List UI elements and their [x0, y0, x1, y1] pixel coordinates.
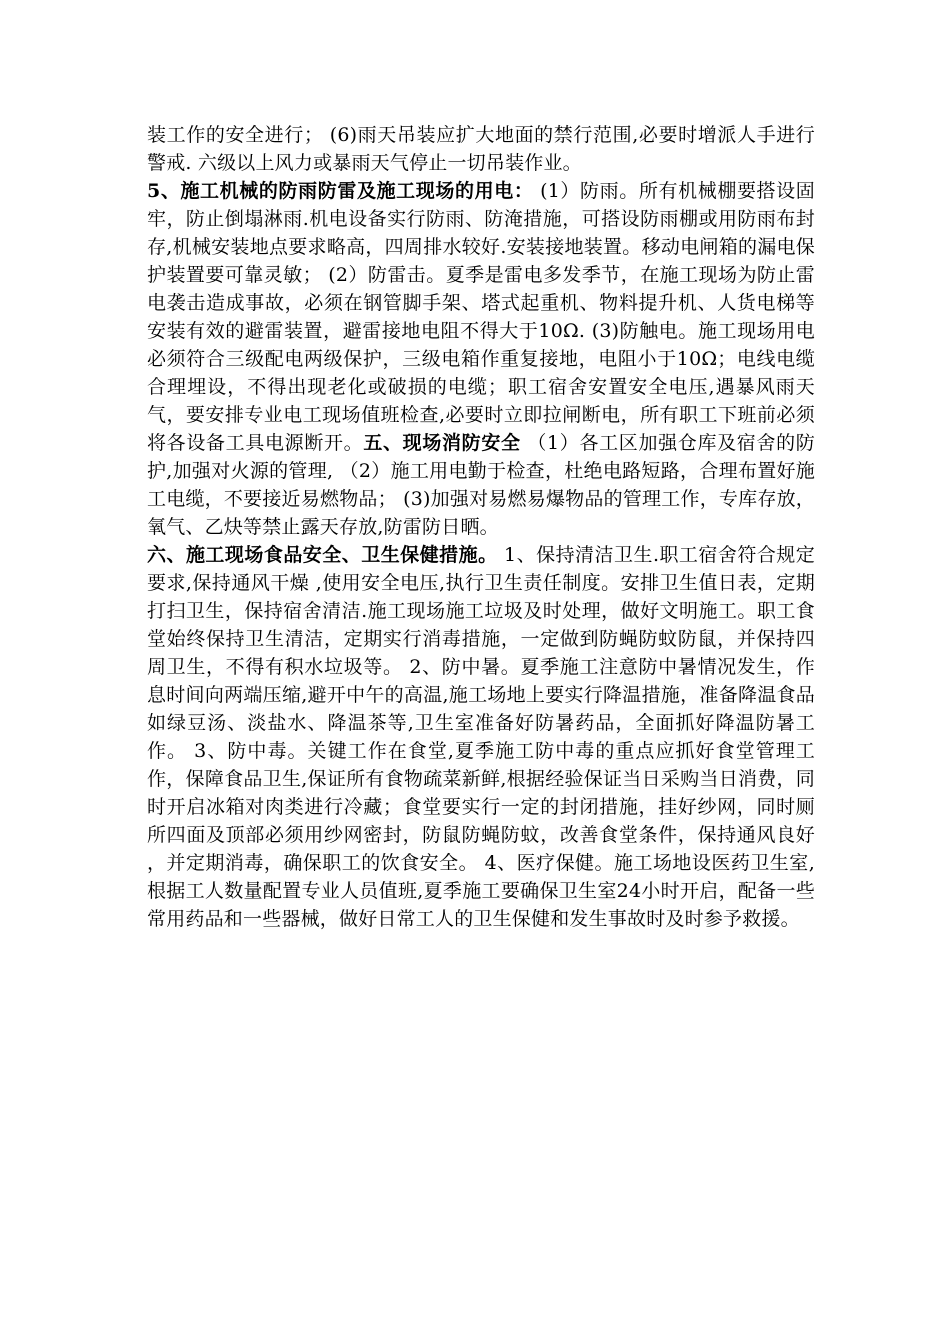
- section-body-food-health: 1、保持清洁卫生.职工宿舍符合规定要求,保持通风干燥 ,使用安全电压,执行卫生责任制度。安排卫生值日表，定期打扫卫生，保持宿舍清洁.施工现场施工垃圾及时处理，做好文明施工。职工食堂始终保持卫生清洁，定期实行消毒措施，一定做到防蝇防蚊防鼠，并保持四周卫生，不得有积水垃圾等。 2、防中暑。夏季施工注意防中暑情况发生，作息时间向两端压缩,避开中午的高温,施工场地上要实行降温措施，准备降温食品如绿豆汤、淡盐水、降温茶等,卫生室准备好防暑药品，全面抓好降温防暑工作。 3、防中毒。关键工作在食堂,夏季施工防中毒的重点应抓好食堂管理工作，保障食品卫生,保证所有食物疏菜新鲜,根据经验保证当日采购当日消费，同时开启冰箱对肉类进行冷藏；食堂要实行一定的封闭措施，挂好纱网，同时厕所四面及顶部必须用纱网密封，防鼠防蝇防蚊，改善食堂条件，保持通风良好 ，并定期消毒，确保职工的饮食安全。 4、医疗保健。施工场地设医药卫生室,根据工人数量配置专业人员值班,夏季施工要确保卫生室24小时开启，配备一些常用药品和一些器械，做好日常工人的卫生保健和发生事故时及时参予救援。: [147, 544, 815, 930]
- section-heading-food-health: 六、施工现场食品安全、卫生保健措施。: [147, 544, 498, 566]
- section-body-5: (1）防雨。所有机械棚要搭设固牢，防止倒塌淋雨.机电设备实行防雨、防淹措施，可搭设防雨棚或用防雨布封存,机械安装地点要求略高，四周排水较好.安装接地装置。移动电闸箱的漏电保护装置要可靠灵敏； (2）防雷击。夏季是雷电多发季节，在施工现场为防止雷电袭击造成事故，必须在钢管脚手架、塔式起重机、物料提升机、人货电梯等安装有效的避雷装置，避雷接地电阻不得大于10Ω. (3)防触电。施工现场用电必须符合三级配电两级保护，三级电箱作重复接地，电阻小于10Ω；电线电缆合理埋设，不得出现老化或破损的电缆；职工宿舍安置安全电压,遇暴风雨天气，要安排专业电工现场值班检查,必要时立即拉闸断电，所有职工下班前必须将各设备工具电源断开。: [147, 180, 815, 454]
- document-body: [147, 121, 815, 933]
- section-heading-5: 5、施工机械的防雨防雷及施工现场的用电：: [147, 180, 534, 202]
- paragraph-crane-safety: 装工作的安全进行； (6)雨天吊装应扩大地面的禁行范围,必要时增派人手进行警戒. 六级以上风力或暴雨天气停止一切吊装作业。: [147, 124, 815, 174]
- section-food-health: [147, 541, 815, 933]
- section-body-fire-safety: （1）各工区加强仓库及宿舍的防护,加强对火源的管理, （2）施工用电勤于检查，杜绝电路短路，合理布置好施工电缆，不要接近易燃物品； (3)加强对易燃易爆物品的管理工作，专库存放，氧气、乙炔等禁止露天存放,防雷防日晒。: [147, 432, 815, 538]
- section-machinery-electricity: [147, 177, 815, 541]
- section-heading-fire-safety: 五、现场消防安全: [363, 432, 521, 454]
